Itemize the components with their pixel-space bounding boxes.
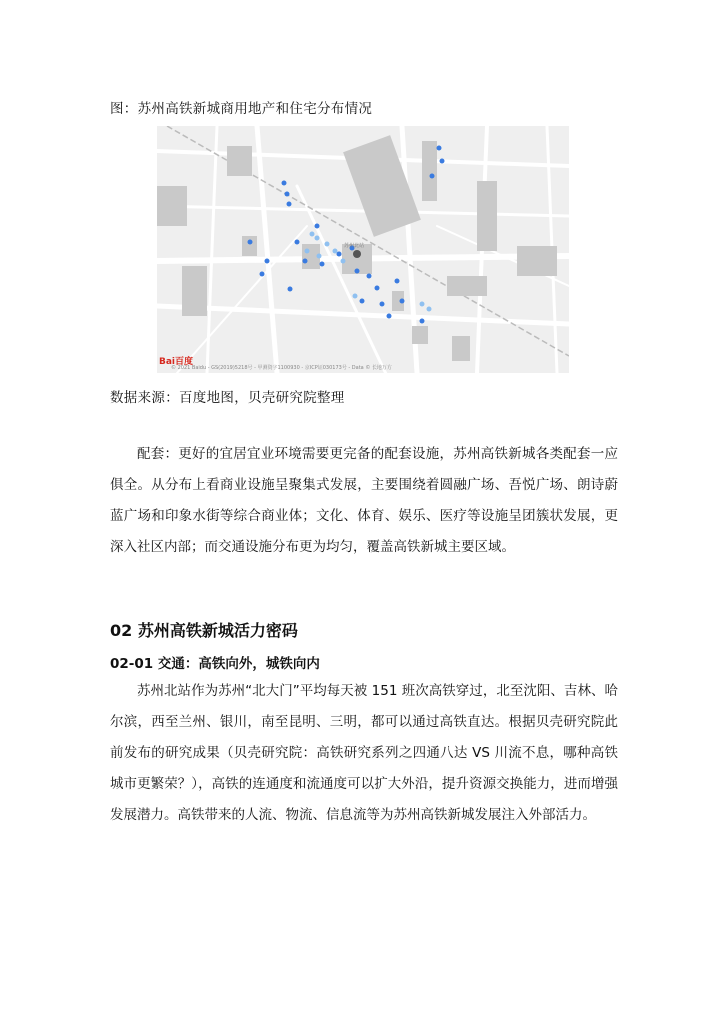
map-image — [157, 126, 569, 373]
section-subtitle: 02-01 交通：高铁向外，城铁向内 — [110, 656, 320, 672]
baidu-logo: Bai百度 — [159, 357, 194, 367]
station-label: 苏州北站 — [344, 243, 365, 249]
map-copyright: © 2021 Baidu - GS(2019)5218号 - 甲测资字1100930 - 京ICP证030173号 - Data © 长地万方 — [171, 365, 392, 371]
paragraph-amenities: 配套：更好的宜居宜业环境需要更完备的配套设施，苏州高铁新城各类配套一应俱全。从分布上看商业设施呈聚集式发展，主要围绕着圆融广场、吾悦广场、朗诗蔚蓝广场和印象水街等综合商业体；文化、体育、娱乐、医疗等设施呈团簇状发展，更深入社区内部；而交通设施分布更为均匀，覆盖高铁新城主要区域。 — [110, 446, 618, 555]
section-title: 02 苏州高铁新城活力密码 — [110, 621, 298, 640]
figure-caption: 图：苏州高铁新城商用地产和住宅分布情况 — [110, 101, 373, 117]
data-source: 数据来源：百度地图，贝壳研究院整理 — [110, 390, 345, 406]
paragraph-transport: 苏州北站作为苏州“北大门”平均每天被 151 班次高铁穿过，北至沈阳、吉林、哈尔滨，西至兰州、银川，南至昆明、三明，都可以通过高铁直达。根据贝壳研究院此前发布的研究成果（贝壳研究院：高铁研究系列之四通八达 VS 川流不息，哪种高铁城市更繁荣？），高铁的连通度和流通度可以扩大外沿，提升资源交换能力，进而增强发展潜力。高铁带来的人流、物流、信息流等为苏州高铁新城发展注入外部活力。 — [110, 683, 618, 823]
